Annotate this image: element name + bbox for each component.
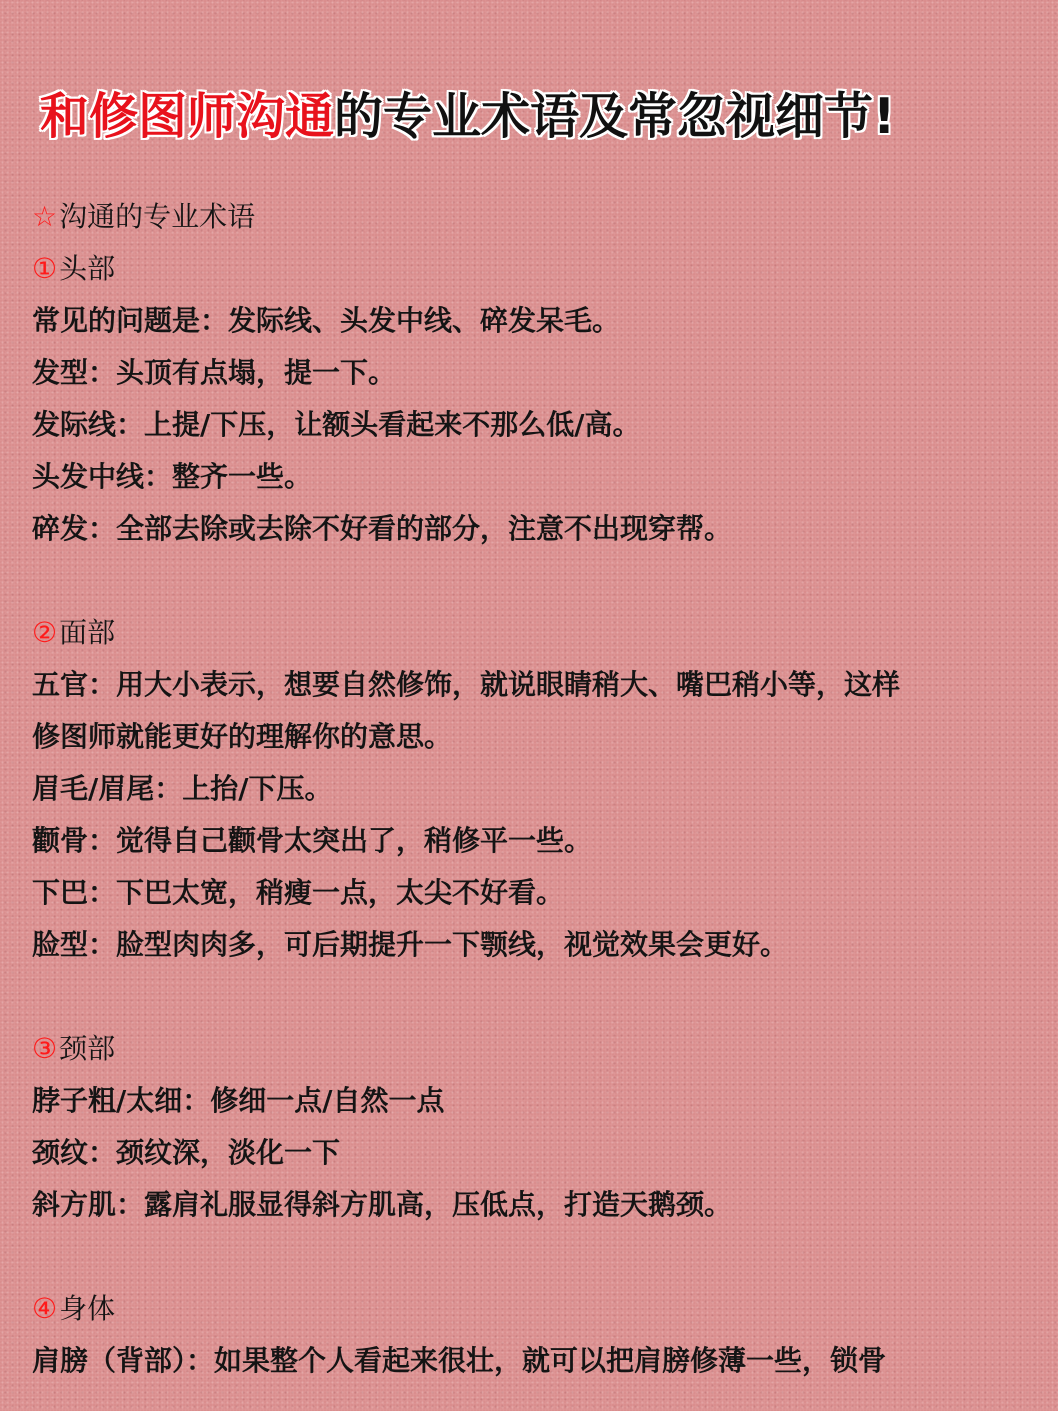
paragraph-line: 修图师就能更好的理解你的意思。 [32,720,453,753]
section-spacer [32,558,1022,610]
section-heading-face [32,610,1022,662]
section-title: 头部 [59,252,116,285]
section-title: 身体 [59,1292,116,1325]
section-number: ② [32,616,58,649]
paragraph-line: 发型：头顶有点塌，提一下。 [32,356,397,389]
intro-heading [32,194,1022,246]
paragraph-line: 眉毛/眉尾：上抬/下压。 [32,772,333,805]
title-rest: 的专业术语及常忽视细节! [334,88,896,145]
section-title: 面部 [59,616,116,649]
paragraph-line: 脖子粗/太细：修细一点/自然一点 [32,1084,445,1117]
section-heading-head [32,246,1022,298]
paragraph-line: 常见的问题是：发际线、头发中线、碎发呆毛。 [32,304,621,337]
paragraph-line: 颈纹：颈纹深，淡化一下 [32,1136,341,1169]
page-title [40,88,895,147]
section-heading-body [32,1286,1022,1338]
paragraph-line: 头发中线：整齐一些。 [32,460,313,493]
section-heading-neck [32,1026,1022,1078]
section-number: ④ [32,1292,58,1325]
section-number: ① [32,252,58,285]
section-title: 颈部 [59,1032,116,1065]
section-spacer [32,974,1022,1026]
paragraph-line: 颧骨：觉得自己颧骨太突出了，稍修平一些。 [32,824,593,857]
paragraph-line: 下巴：下巴太宽，稍瘦一点，太尖不好看。 [32,876,565,909]
section-number: ③ [32,1032,58,1065]
intro-text: 沟通的专业术语 [59,200,256,233]
article-body [32,194,1022,1390]
paragraph-line: 碎发：全部去除或去除不好看的部分，注意不出现穿帮。 [32,512,733,545]
paragraph-line: 斜方肌：露肩礼服显得斜方肌高，压低点，打造天鹅颈。 [32,1188,733,1221]
star-icon: ☆ [32,200,58,233]
title-highlight: 和修图师沟通 [40,88,335,145]
paragraph-line: 肩膀（背部）：如果整个人看起来很壮，就可以把肩膀修薄一些，锁骨 [32,1344,887,1377]
paragraph-line: 五官：用大小表示，想要自然修饰，就说眼睛稍大、嘴巴稍小等，这样 [32,668,901,701]
section-spacer [32,1234,1022,1286]
paragraph-line: 脸型：脸型肉肉多，可后期提升一下颚线，视觉效果会更好。 [32,928,789,961]
paragraph-line: 发际线：上提/下压，让额头看起来不那么低/高。 [32,408,641,441]
